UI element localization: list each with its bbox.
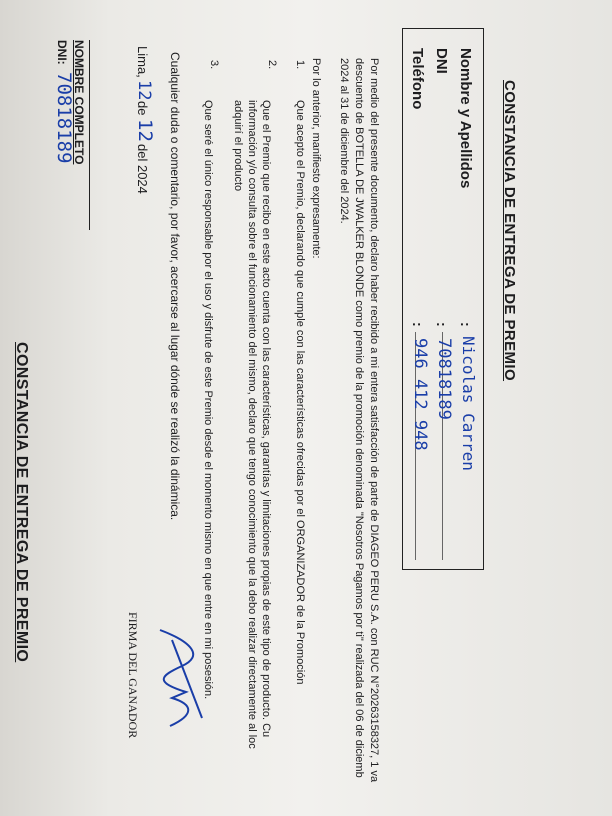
handwritten-month: 12 — [134, 119, 156, 142]
place-prefix: Lima, — [135, 46, 150, 78]
label-telefono: Teléfono — [409, 48, 426, 110]
item-2-line-2: información y/o consulta sobre el funcionamiento del mismo, declaro que tengo conocimiento que la debo realizar directamente al loc — [246, 100, 258, 749]
name-line — [89, 40, 90, 230]
intro-line-2: descuento de BOTELLA DE JWALKER BLONDE como premio de la promoción denominada "Nosotros Pagamos por ti" realizada del 06 de diciemb — [353, 58, 365, 778]
item-1-line-1: Que acepto el Premio, declarando que cumple con las características ofrecidas por el ORGANIZADOR de la Promoción — [294, 100, 306, 685]
label-nombre: Nombre y Apellidos — [457, 48, 474, 189]
date-de: de — [135, 101, 150, 116]
manifest-text: Por lo anterior, manifiesto expresamente: — [310, 58, 322, 259]
questions-text: Cualquier duda o comentario, por favor, acercarse al lugar dónde se realizó la dinámica. — [168, 52, 182, 521]
item-3-line-1: Que seré el único responsable por el uso y disfrute de este Premio desde el momento mismo en que entre en mi posesión. — [202, 100, 214, 700]
colon-2: : — [434, 322, 450, 327]
dni-label: DNI: — [55, 40, 69, 65]
item-2-line-1: Que el Premio que recibo en este acto cuenta con las características, garantías y limitaciones propias de este tipo de producto. Cu — [260, 100, 272, 738]
document-title-bottom: CONSTANCIA DE ENTREGA DE PREMIO — [13, 342, 30, 663]
dni-handwritten: 70818189 — [53, 72, 75, 164]
intro-line-1: Por medio del presente documento, declaro haber recibido a mi entera satisfacción de parte de DIAGEO PERU S.A. con RUC N°20263158327, 1 va — [368, 58, 380, 783]
signature-label: FIRMA DEL GANADOR — [126, 612, 140, 739]
document-title: CONSTANCIA DE ENTREGA DE PREMIO — [501, 80, 518, 382]
item-1-number: 1. — [294, 60, 306, 70]
signature-scribble — [142, 622, 212, 742]
item-2-line-3: adquirí el producto — [232, 100, 244, 192]
item-2-number: 2. — [266, 60, 278, 70]
value-dni: 70818189 — [434, 338, 454, 420]
date-suffix: del 2024 — [135, 144, 150, 194]
handwritten-day: 12 — [134, 80, 154, 101]
value-telefono: 946 412 948 — [410, 338, 430, 451]
name-label: NOMBRE COMPLETO — [72, 40, 86, 165]
item-3-number: 3. — [208, 60, 220, 70]
value-nombre: Nicolas Carren — [459, 336, 478, 471]
intro-line-3: 2024 al 31 de diciembre del 2024. — [338, 58, 350, 224]
colon-1: : — [458, 322, 474, 327]
colon-3: : — [410, 322, 426, 327]
label-dni: DNI — [433, 48, 450, 74]
